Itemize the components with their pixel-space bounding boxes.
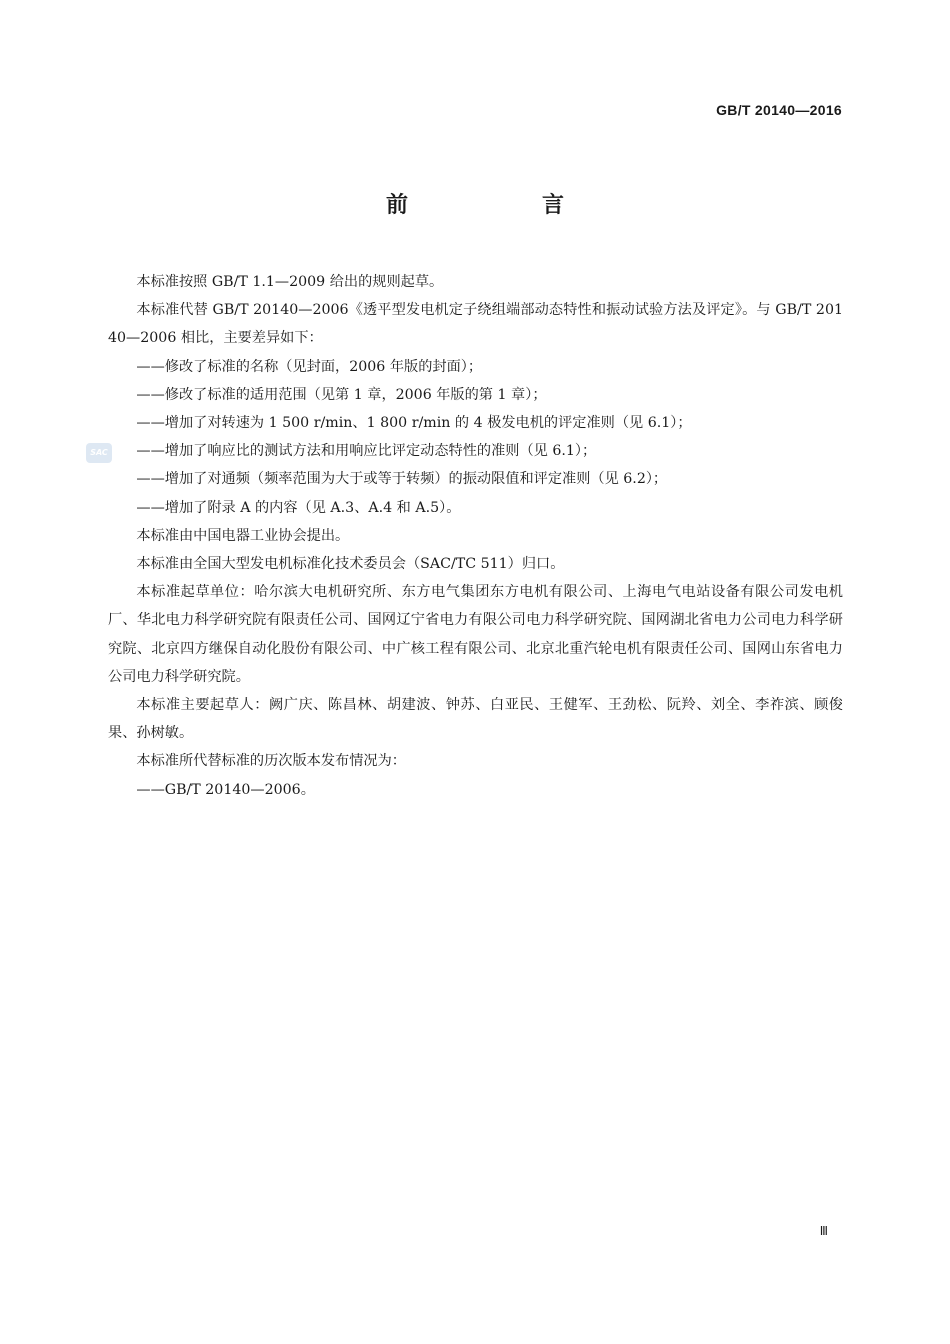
paragraph-previous-editions: 本标准所代替标准的历次版本发布情况为：	[136, 753, 406, 770]
paragraph-drafting-rules: 本标准按照 GB/T 1.1—2009 给出的规则起草。	[136, 274, 444, 290]
change-item-vibration-limits: ——增加了对通频（频率范围为大于或等于转频）的振动限值和评定准则（见 6.2）；	[136, 471, 668, 488]
paragraph-replacement: 本标准代替 GB/T 20140—2006《透平型发电机定子绕组端部动态特性和振动试验方法及评定》。与 GB/T 20140—2006 相比，主要差异如下：	[108, 302, 843, 347]
page-number: Ⅲ	[819, 1224, 828, 1238]
change-item-4-pole-criteria: ——增加了对转速为 1 500 r/min、1 800 r/min 的 4 极发电机的评定准则（见 6.1）；	[136, 415, 692, 432]
page-title: 前 言	[385, 193, 620, 218]
sac-logo-watermark: SAC	[86, 443, 112, 463]
standard-code: GB/T 20140—2016	[716, 102, 842, 118]
paragraph-committee: 本标准由全国大型发电机标准化技术委员会（SAC/TC 511）归口。	[136, 556, 565, 573]
change-item-scope: ——修改了标准的适用范围（见第 1 章，2006 年版的第 1 章）；	[136, 386, 547, 403]
previous-edition-item: ——GB/T 20140—2006。	[136, 781, 315, 798]
change-item-response-ratio: ——增加了响应比的测试方法和用响应比评定动态特性的准则（见 6.1）；	[136, 443, 597, 460]
change-item-annex-a: ——增加了附录 A 的内容（见 A.3、A.4 和 A.5）。	[136, 499, 461, 516]
foreword-body	[108, 268, 843, 804]
change-item-name: ——修改了标准的名称（见封面，2006 年版的封面）；	[136, 358, 483, 375]
paragraph-proposer: 本标准由中国电器工业协会提出。	[136, 527, 350, 544]
paragraph-drafters: 本标准主要起草人：阙广庆、陈昌林、胡建波、钟苏、白亚民、王健军、王劲松、阮羚、刘全、李祚滨、顾俊果、孙树敏。	[108, 697, 843, 742]
paragraph-drafting-units: 本标准起草单位：哈尔滨大电机研究所、东方电气集团东方电机有限公司、上海电气电站设备有限公司发电机厂、华北电力科学研究院有限责任公司、国网辽宁省电力有限公司电力科学研究院、国网湖北省电力公司电力科学研究院、北京四方继保自动化股份有限公司、中广核工程有限公司、北京北重汽轮电机有限责任公司、国网山东省电力公司电力科学研究院。	[108, 584, 843, 685]
